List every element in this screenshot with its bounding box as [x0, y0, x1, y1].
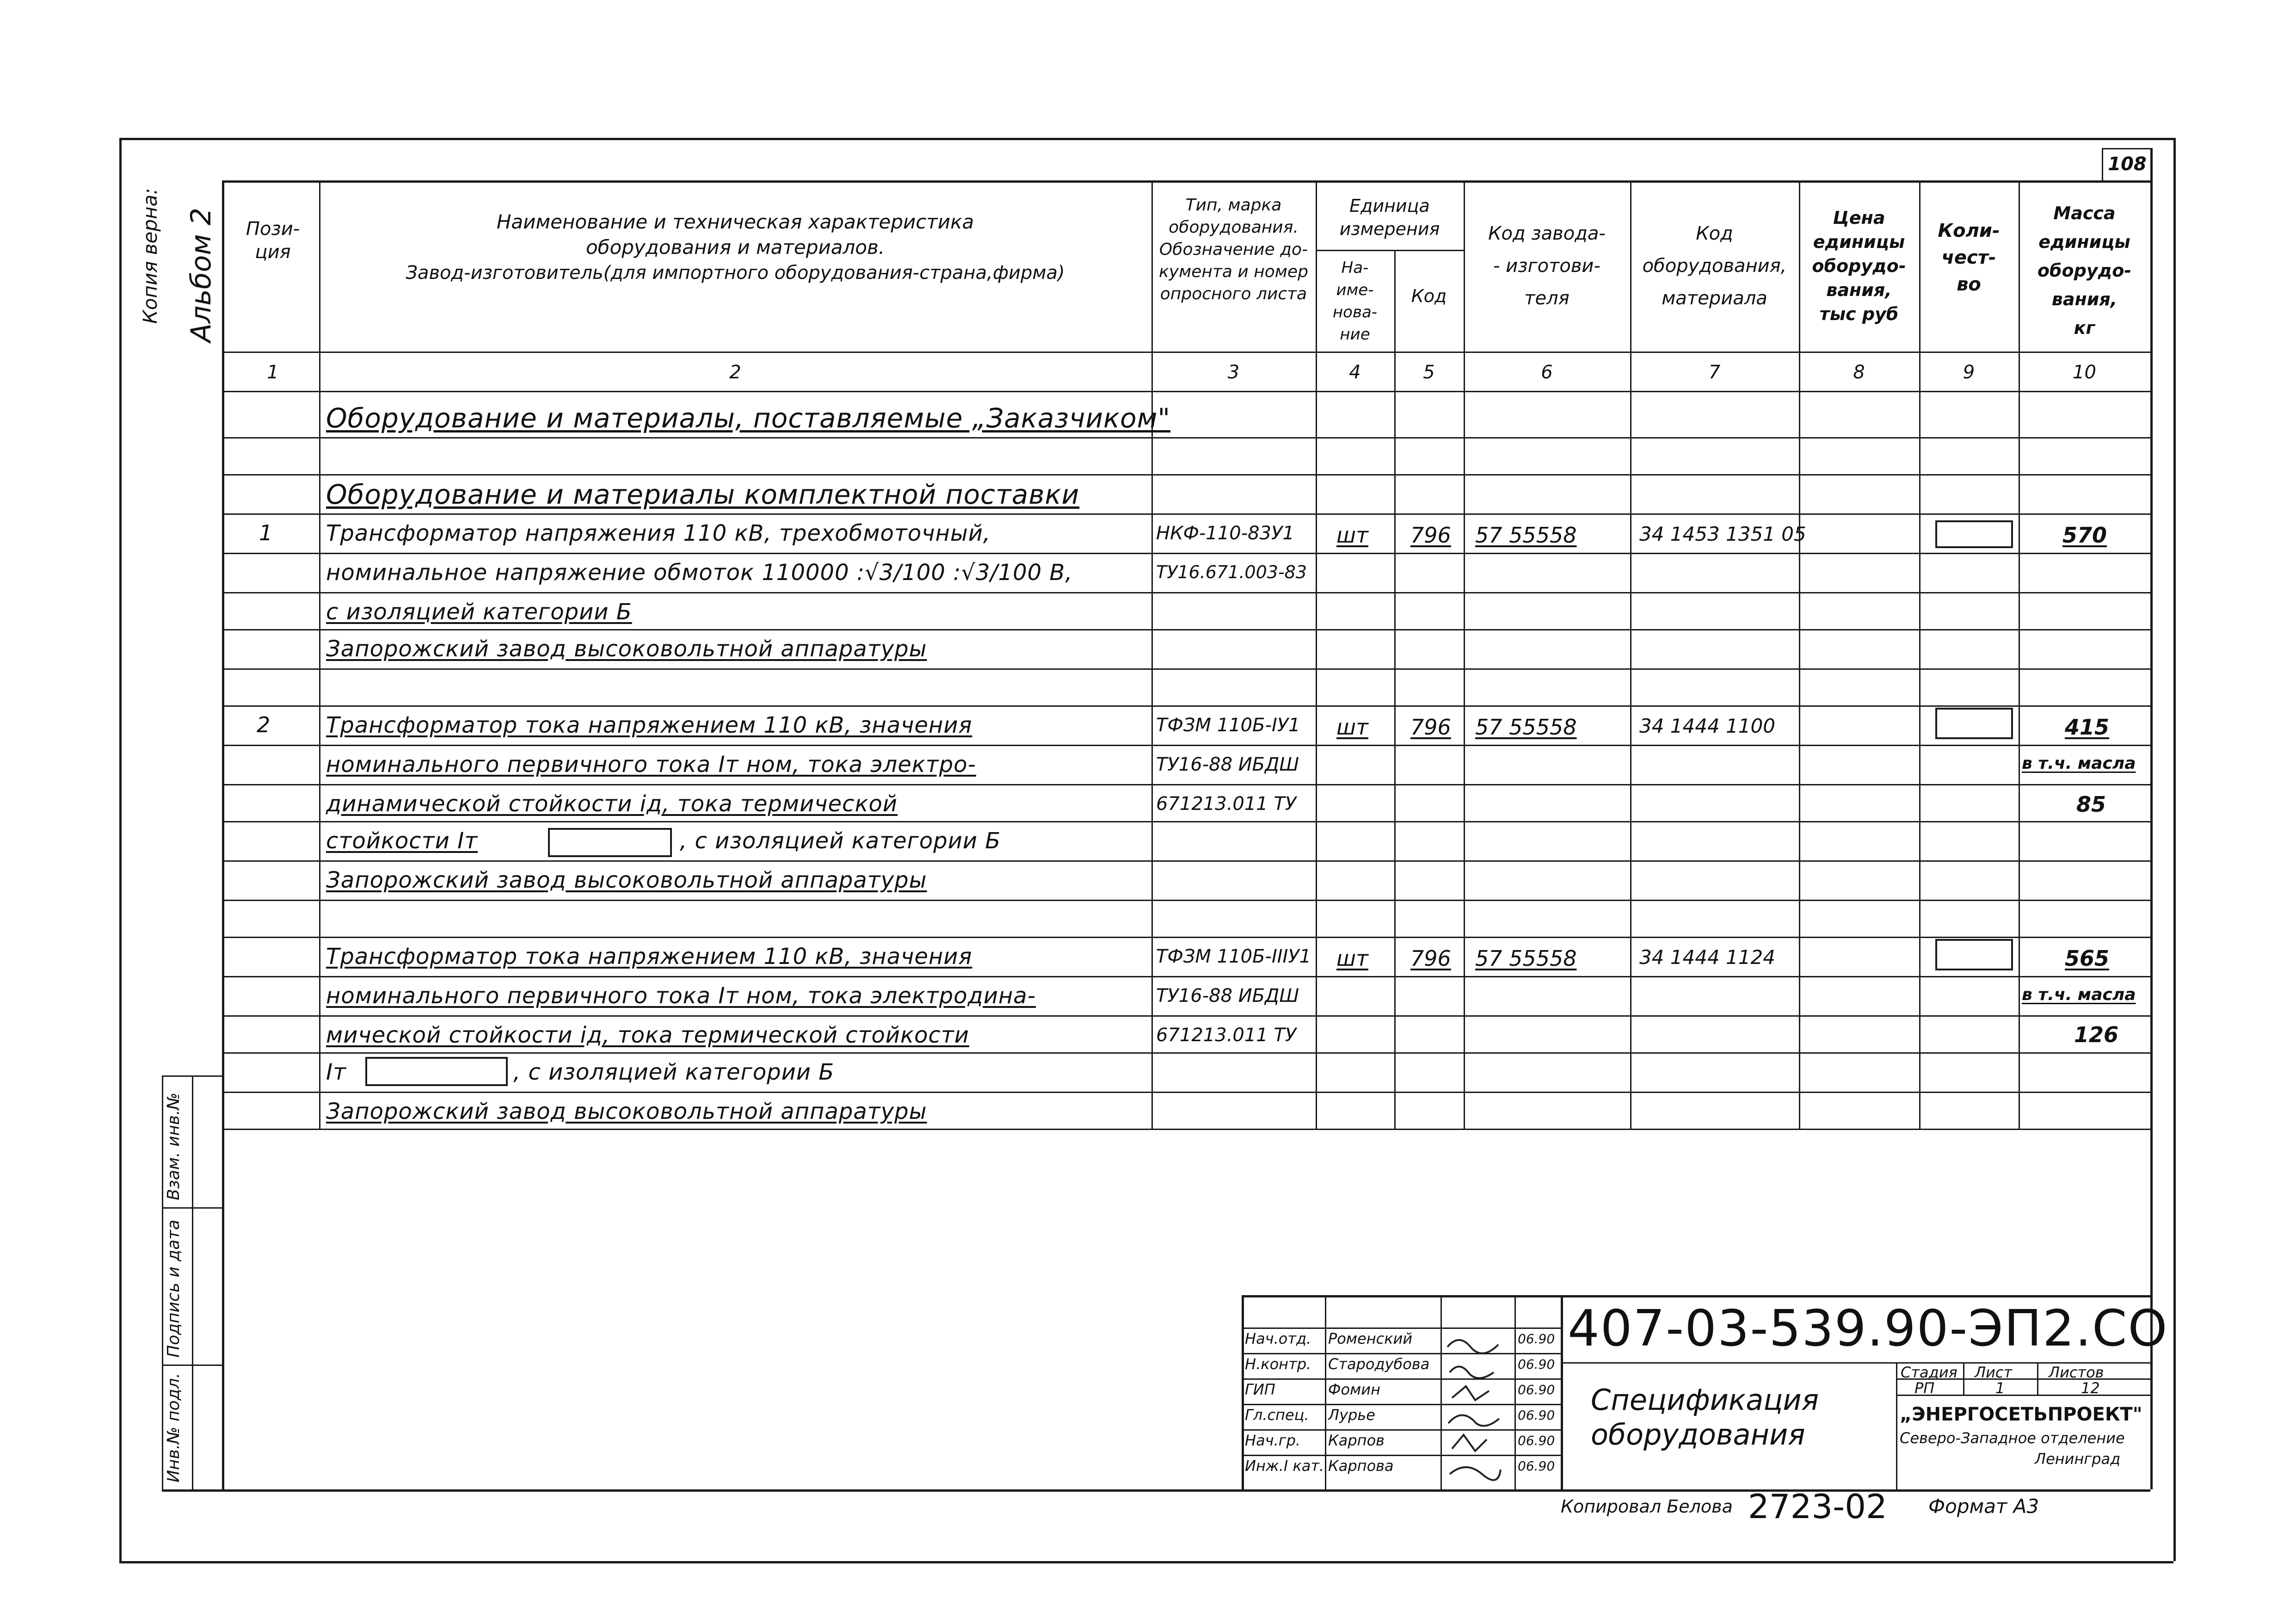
row1-plant-code: 57 55558	[1475, 523, 1577, 548]
tb-org-2: Северо-Западное отделение	[1900, 1429, 2125, 1447]
strip-div-1	[162, 1207, 222, 1209]
row3-desc-3: мической стойкости iд, тока термической стойкости	[326, 1022, 969, 1048]
row3-type: ТФЗМ 110Б-IIIУ1	[1156, 946, 1311, 967]
tb-date-6: 06.90	[1518, 1458, 1555, 1474]
col-line-7	[1799, 180, 1800, 1129]
inner-frame-top	[222, 180, 2150, 183]
row2-mass-oil: 85	[2076, 792, 2106, 817]
tb-sheets-header: Листов	[2049, 1364, 2104, 1381]
col-num-1: 1	[267, 362, 279, 383]
col-line-3	[1316, 180, 1317, 1129]
col-line-5	[1464, 180, 1465, 1129]
row2-plant-code: 57 55558	[1475, 715, 1577, 740]
row2-desc-1: Трансформатор тока напряжением 110 кВ, значения	[326, 712, 973, 738]
header-unit-group: Единица измерения	[1339, 196, 1440, 239]
doc-title-1: Спецификация	[1591, 1383, 1819, 1417]
tb-col-b	[1440, 1295, 1442, 1489]
row3-mass: 565	[2065, 946, 2110, 971]
row1-type-doc: ТУ16.671.003-83	[1156, 562, 1307, 582]
row3-plant-code: 57 55558	[1475, 946, 1577, 971]
row-line	[222, 705, 2150, 707]
col-num-2: 2	[729, 362, 741, 383]
strip-mid	[192, 1075, 193, 1489]
tb-role-2: Н.контр.	[1245, 1355, 1311, 1373]
tb-org-3: Ленинград	[2035, 1450, 2121, 1468]
row-line	[222, 629, 2150, 630]
row2-desc-4b: , с изоляцией категории Б	[680, 828, 1001, 854]
sheet-format: Формат А3	[1928, 1495, 2039, 1518]
header-name-3: Завод-изготовитель(для импортного оборудования-страна,фирма)	[406, 262, 1065, 284]
col-num-3: 3	[1227, 362, 1240, 383]
sheet-box-top	[2102, 148, 2150, 149]
row-line	[222, 937, 2150, 938]
tb-name-4: Лурье	[1328, 1406, 1375, 1424]
row1-mass: 570	[2062, 523, 2107, 548]
tb-row-line	[1242, 1328, 1561, 1329]
unit-group-line	[1316, 250, 1464, 251]
tb-left	[1242, 1295, 1244, 1489]
row2-it-box	[548, 828, 672, 857]
section-customer-supplied: Оборудование и материалы, поставляемые „Заказчиком"	[326, 402, 1171, 434]
col-line-6	[1630, 180, 1631, 1129]
tb-date-2: 06.90	[1518, 1357, 1555, 1372]
row1-unit: шт	[1336, 523, 1368, 548]
tb-top	[1242, 1295, 2150, 1297]
row3-desc-2: номинального первичного тока Iт ном, тока электродина-	[326, 983, 1036, 1009]
tb-date-5: 06.90	[1518, 1433, 1555, 1448]
inner-frame-right	[2150, 148, 2153, 1489]
sheet-box-left	[2102, 148, 2103, 180]
row3-type-doc: ТУ16-88 ИБДШ	[1156, 985, 1299, 1007]
col-num-8: 8	[1853, 362, 1865, 383]
row3-desc-4b: , с изоляцией категории Б	[513, 1059, 835, 1085]
header-unit-name: На- име- нова- ние	[1332, 259, 1378, 344]
row2-equip-code: 34 1444 1100	[1639, 715, 1775, 737]
row-line	[222, 553, 2150, 554]
row2-manufacturer: Запорожский завод высоковольтной аппаратуры	[326, 867, 927, 893]
row3-equip-code: 34 1444 1124	[1639, 946, 1775, 969]
row2-type-doc: ТУ16-88 ИБДШ	[1156, 754, 1299, 775]
tb-role-5: Нач.гр.	[1245, 1432, 1301, 1449]
row2-quantity-box	[1935, 708, 2013, 739]
header-quantity: Коли- чест- во	[1938, 220, 2000, 295]
row-line	[222, 1052, 2150, 1054]
header-position: Пози- ция	[246, 218, 300, 263]
row2-mass: 415	[2065, 715, 2110, 740]
row2-position: 2	[257, 712, 271, 737]
row1-equip-code: 34 1453 1351 05	[1639, 523, 1806, 545]
doc-title-2: оборудования	[1591, 1418, 1805, 1451]
tb-date-3: 06.90	[1518, 1382, 1555, 1397]
frame-top	[119, 138, 2173, 140]
row1-desc-1: Трансформатор напряжения 110 кВ, трехобмоточный,	[326, 520, 991, 546]
tb-title-right	[1896, 1362, 1897, 1489]
tb-row-line	[1242, 1378, 1561, 1380]
col-num-6: 6	[1541, 362, 1553, 383]
row3-it-box	[365, 1057, 508, 1086]
row3-desc-1: Трансформатор тока напряжением 110 кВ, значения	[326, 944, 973, 969]
row-line	[222, 592, 2150, 593]
tb-date-1: 06.90	[1518, 1331, 1555, 1346]
row-line	[222, 513, 2150, 515]
row2-desc-2: номинального первичного тока Iт ном, тока электро-	[326, 752, 976, 778]
col-num-7: 7	[1708, 362, 1721, 383]
row2-mass-note: в т.ч. масла	[2022, 754, 2136, 773]
row1-desc-3: с изоляцией категории Б	[326, 599, 632, 625]
header-price: Цена единицы оборудо- вания, тыс руб	[1812, 208, 1906, 324]
row3-type-doc2: 671213.011 ТУ	[1156, 1025, 1297, 1046]
copied-by: Копировал Белова	[1561, 1496, 1733, 1517]
header-name-2: оборудования и материалов.	[585, 236, 885, 259]
tb-name-6: Карпова	[1328, 1457, 1394, 1475]
copy-note: Копия верна:	[139, 188, 161, 324]
strip-sign-date: Подпись и дата	[164, 1219, 183, 1358]
row-line	[222, 784, 2150, 785]
row-line	[222, 900, 2150, 901]
strip-div-2	[162, 1365, 222, 1366]
sheet-number: 108	[2108, 154, 2147, 175]
col-num-10: 10	[2073, 362, 2096, 383]
row-line	[222, 1129, 2150, 1130]
col-line-4	[1394, 250, 1396, 1129]
col-line-1	[319, 180, 320, 1129]
col-num-5: 5	[1423, 362, 1435, 383]
row1-unit-code: 796	[1410, 523, 1451, 548]
tb-stage-header: Стадия	[1901, 1364, 1957, 1381]
tb-row-line	[1242, 1455, 1561, 1456]
row3-manufacturer: Запорожский завод высоковольтной аппаратуры	[326, 1099, 927, 1124]
header-bottom-line	[222, 352, 2150, 353]
album-label: Альбом 2	[185, 208, 217, 342]
header-type: Тип, марка оборудования. Обозначение до- кумента и номер опросного листа	[1159, 196, 1308, 303]
inner-frame-left	[222, 180, 224, 1489]
strip-left	[162, 1075, 163, 1489]
row3-desc-4a: Iт	[326, 1059, 347, 1085]
row2-desc-3: динамической стойкости iд, тока термической	[326, 791, 898, 817]
frame-bottom	[119, 1561, 2173, 1563]
row3-unit-code: 796	[1410, 946, 1451, 971]
col-num-4: 4	[1349, 362, 1361, 383]
tb-sheet-header: Лист	[1975, 1364, 2013, 1381]
tb-role-3: ГИП	[1245, 1381, 1275, 1398]
tb-name-5: Карпов	[1328, 1432, 1385, 1449]
tb-date-4: 06.90	[1518, 1408, 1555, 1423]
row1-manufacturer: Запорожский завод высоковольтной аппаратуры	[326, 636, 927, 662]
strip-replace-inv: Взам. инв.№	[164, 1093, 183, 1200]
col-line-2	[1151, 180, 1153, 1129]
row-line	[222, 860, 2150, 862]
tb-name-3: Фомин	[1328, 1381, 1380, 1398]
tb-org-1: „ЭНЕРГОСЕТЬПРОЕКТ"	[1900, 1404, 2142, 1425]
row2-unit-code: 796	[1410, 715, 1451, 740]
header-equip-code: Код оборудования, материала	[1642, 223, 1787, 309]
strip-inv-no: Инв.№ подл.	[164, 1373, 183, 1482]
tb-name-2: Стародубова	[1328, 1355, 1430, 1373]
header-mass: Масса единицы оборудо- вания, кг	[2037, 203, 2132, 338]
row-line	[222, 1092, 2150, 1093]
row3-quantity-box	[1935, 939, 2013, 970]
row1-position: 1	[259, 520, 273, 545]
row2-unit: шт	[1336, 715, 1368, 740]
tb-col-a	[1325, 1295, 1326, 1489]
header-name-1: Наименование и техническая характеристика	[496, 210, 974, 233]
row2-type: ТФЗМ 110Б-IУ1	[1156, 715, 1300, 736]
col-line-9	[2019, 180, 2020, 1129]
row3-mass-note: в т.ч. масла	[2022, 985, 2136, 1004]
col-line-8	[1919, 180, 1921, 1129]
tb-role-6: Инж.I кат.	[1245, 1457, 1324, 1475]
tb-row-line	[1242, 1353, 1561, 1354]
row-line	[222, 976, 2150, 977]
header-plant-code: Код завода- - изготови- теля	[1488, 223, 1606, 309]
col-num-9: 9	[1963, 362, 1975, 383]
tb-col-c	[1514, 1295, 1516, 1489]
tb-role-4: Гл.спец.	[1245, 1406, 1309, 1424]
document-code: 407-03-539.90-ЭП2.СО	[1568, 1300, 2168, 1358]
signatures	[1443, 1328, 1512, 1481]
row-line	[222, 821, 2150, 822]
row3-unit: шт	[1336, 946, 1368, 971]
row1-desc-2: номинальное напряжение обмоток 110000 :√3/100 :√3/100 В,	[326, 560, 1073, 586]
row-line	[222, 745, 2150, 746]
section-complete-supply: Оборудование и материалы комплектной поставки	[326, 479, 1080, 510]
row-line	[222, 668, 2150, 670]
row1-type: НКФ-110-83У1	[1156, 523, 1294, 544]
tb-row-line	[1242, 1429, 1561, 1431]
row1-quantity-box	[1935, 520, 2013, 548]
row2-desc-4a: стойкости Iт	[326, 828, 478, 854]
frame-right	[2173, 138, 2176, 1561]
tb-role-1: Нач.отд.	[1245, 1330, 1311, 1347]
strip-top	[162, 1075, 222, 1077]
row3-mass-oil: 126	[2074, 1022, 2119, 1047]
row2-type-doc2: 671213.011 ТУ	[1156, 793, 1297, 815]
tb-sheets: 12	[2081, 1379, 2100, 1397]
inventory-number: 2723-02	[1748, 1487, 1887, 1526]
tb-stage: РП	[1914, 1379, 1935, 1397]
tb-row-line	[1242, 1404, 1561, 1405]
frame-left	[119, 138, 122, 1561]
tb-col-d	[1561, 1295, 1563, 1489]
numbers-row-line	[222, 391, 2150, 392]
row-line	[222, 1015, 2150, 1017]
tb-name-1: Роменский	[1328, 1330, 1413, 1347]
tb-sheet: 1	[1995, 1379, 2005, 1397]
row-line	[222, 437, 2150, 438]
row-line	[222, 474, 2150, 475]
header-unit-code: Код	[1411, 286, 1447, 306]
